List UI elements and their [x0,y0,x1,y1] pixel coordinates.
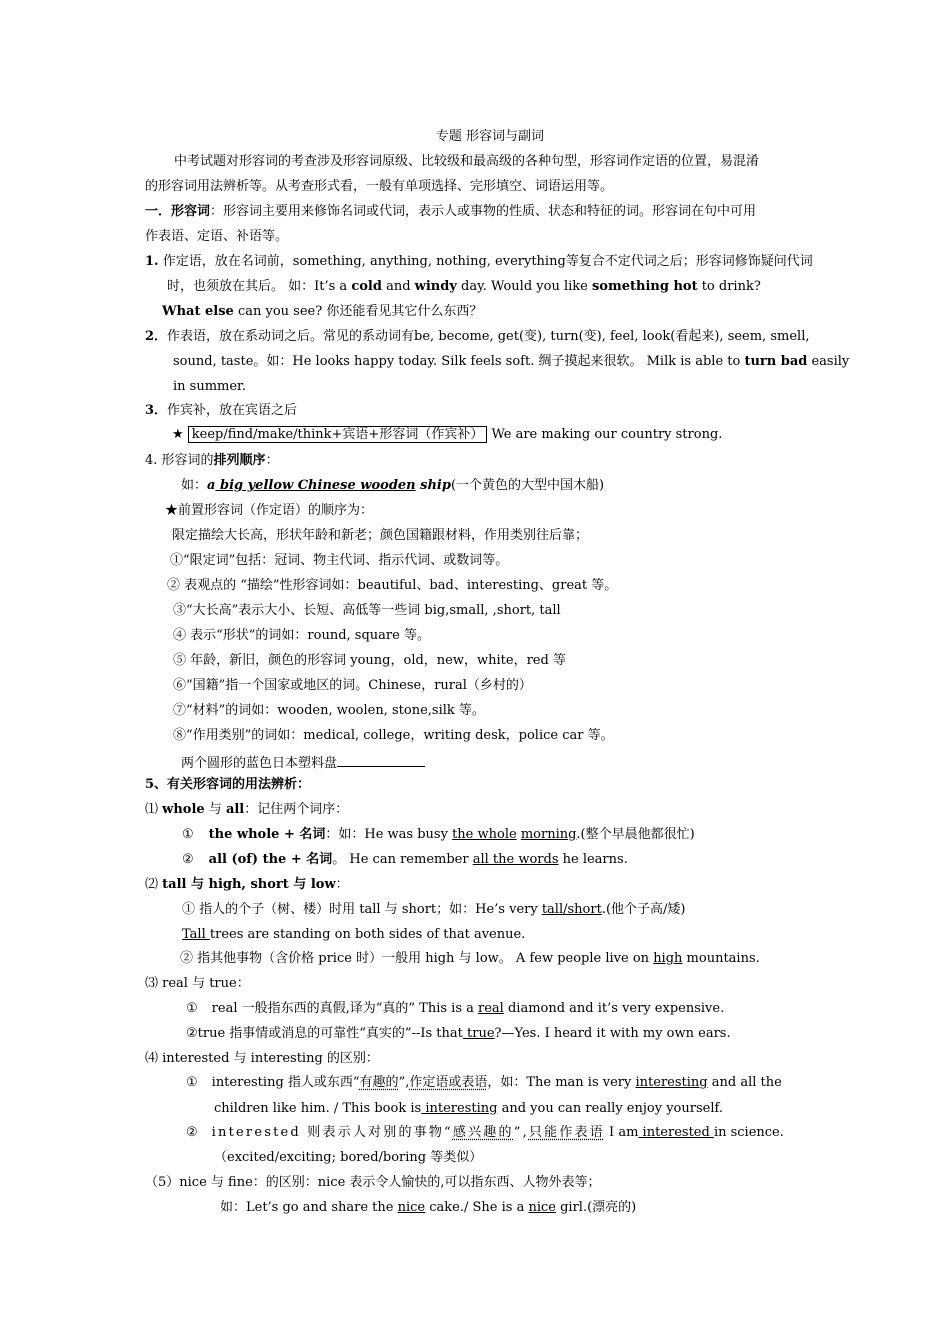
answer-blank[interactable] [337,754,425,767]
bold-word: all (of) the + 名词 [208,852,333,867]
underlined-word: interesting [421,1101,498,1116]
order-item: ② 表观点的 “描绘”性形容词如：beautiful、bad、interesting、great 等。 [167,578,618,593]
example-adjectives: big yellow Chinese wooden [215,478,416,493]
underlined-word: Tall [182,927,210,942]
underlined-word: interesting [635,1075,708,1090]
whole-item-1 [182,828,695,841]
text-run: ②true 指事情或消息的可靠性“真实的”--Is that [186,1026,463,1041]
bold-word: cold [351,279,382,294]
underlined-word: high [653,951,683,966]
section-text: ：形容词主要用来修饰名词或代词，表示人或事物的性质、状态和特征的词。形容词在句中可用 [210,204,757,219]
text-run: real 一般指东西的真假,译为“真的” This is a [211,1001,479,1016]
interesting-item-1-line-2 [214,1102,723,1115]
text-run: and all the [707,1075,782,1090]
real-item-1 [186,1002,724,1015]
text-run: ”, [398,1075,410,1090]
bold-word: What else [162,304,234,319]
item-number: ① [186,1075,198,1090]
text-run: 与 [204,802,226,817]
text-run: ，如：The man is very [487,1075,636,1090]
high-item-2 [180,952,760,965]
interest-heading: ⑷ interested 与 interesting 的区别： [145,1051,379,1066]
text-run: .(整个早晨他都很忙) [576,827,695,842]
text-run: girl.(漂亮的) [555,1200,637,1215]
bold-word: all [225,802,245,817]
point-text: 作表语，放在系动词之后。常见的系动词有be, become, get(变), turn(变), feel, look(看起来), seem, smell, [167,329,810,344]
bold-word: the whole + 名词 [208,827,326,842]
item-number: ① [186,1001,198,1016]
point-text: 作定语，放在名词前，something, anything, nothing, everything等复合不定代词之后；形容词修饰疑问代词 [158,254,813,269]
all-item-2 [182,853,628,866]
bold-word: something hot [591,279,698,294]
point-3-line-1 [145,404,297,417]
item-number: ① [182,827,194,842]
text-run: 4. 形容词的 [145,453,214,468]
text-run: in science. [713,1125,784,1140]
intro-line-2: 的形容词用法辨析等。从考查形式看，一般有单项选择、完形填空、词语运用等。 [145,179,614,194]
example-noun: ship [415,478,451,493]
order-item: ⑤ 年龄，新旧，颜色的形容词 young，old，new，white，red 等 [173,653,566,668]
text-run: ⑵ [145,877,163,892]
text-run: day. Would you like [456,279,592,294]
intro-line-1: 中考试题对形容词的考查涉及形容词原级、比较级和最高级的各种句型，形容词作定语的位置，易混淆 [174,154,760,169]
point-number: 1. [145,254,159,269]
text-run: mountains. [682,951,760,966]
interested-item-2-line-2: （excited/exciting; bored/boring 等类似） [214,1150,483,1165]
text-run: ：记住两个词序： [244,802,349,817]
order-item: ③“大长高”表示大小、长短、高低等一些词 big,small, ,short, tall [173,603,561,618]
underlined-word: the whole [452,827,517,842]
interested-item-2 [186,1126,784,1139]
order-heading: ★前置形容词（作定语）的顺序为： [165,503,374,518]
point-number: 2． [145,329,168,344]
point-1-line-2 [167,280,761,293]
tall-high-heading [145,878,349,891]
text-run: can you see? 你还能看见其它什么东西？ [233,304,483,319]
text-run: 如： [181,478,208,493]
text-run: .(他个子高/矮) [601,902,686,917]
text-run: ⑴ [145,802,163,817]
underlined-word: tall/short [541,902,602,917]
point-1-line-3 [162,305,482,318]
point-2-line-2 [173,355,849,368]
nice-example [220,1201,636,1214]
point-5-heading [145,778,310,791]
text-run: 如：Let’s go and share the [220,1200,398,1215]
point-1-line-1 [145,255,813,268]
section-number: 一． [145,204,172,219]
emphasis-text: 只能作表语 [528,1125,605,1140]
text-run: sound, taste。如：He looks happy today. Silk feels soft. 绸子摸起来很软。 Milk is able to [173,354,745,369]
text-run: ： [265,453,279,468]
order-item: ①“限定词”包括：冠词、物主代词、指示代词、或数词等。 [170,553,509,568]
text-run: (一个黄色的大型中国木船) [450,478,605,493]
nice-fine-heading: （5）nice 与 fine：的区别：nice 表示令人愉快的,可以指东西、人物外表等； [145,1175,601,1190]
tall-item-1 [182,903,685,916]
bold-word: turn bad [744,354,808,369]
point-text: 作宾补，放在宾语之后 [167,403,298,418]
text-run: I am [604,1125,639,1140]
text-run: to drink? [697,279,761,294]
text-run: ”, [513,1125,529,1140]
text-run: interested 则表示人对别的事物“ [211,1125,453,1140]
tall-item-1-example [182,928,525,941]
item-number: ② [182,852,194,867]
underlined-word: all the words [472,852,559,867]
point-4-example [181,479,604,492]
underlined-word: real [478,1001,504,1016]
text-run: ： [335,877,349,892]
page-title: 专题 形容词与副词 [435,129,545,144]
item-number: ② [186,1125,198,1140]
point-2-line-3: in summer. [173,379,246,394]
emphasis-text: 作定语或表语 [409,1075,488,1090]
text-run: he learns. [558,852,628,867]
real-true-heading: ⑶ real 与 true： [145,976,250,991]
point-2-line-1 [145,330,809,343]
text-run: interesting 指人或东西“ [211,1075,360,1090]
section-1-line-2: 作表语、定语、补语等。 [145,229,289,244]
point-number: 3． [145,403,168,418]
text-run: ② 指其他事物（含价格 price 时）一般用 high 与 low。 A few people live on [180,951,654,966]
order-item: ⑥“国籍”指一个国家或地区的词。Chinese，rural（乡村的） [173,678,532,693]
section-1-line-1 [145,205,756,218]
emphasis-text: 有趣的 [359,1075,399,1090]
whole-all-heading [145,803,348,816]
exercise-text: 两个圆形的蓝色日本塑料盘 [181,756,338,771]
point-3-line-2 [172,428,722,441]
bold-word: 排列顺序 [213,453,266,468]
text-run: and you can really enjoy yourself. [497,1101,723,1116]
text-run: trees are standing on both sides of that avenue. [209,927,526,942]
bold-word: tall 与 high, short 与 low [162,877,336,892]
underlined-word: interested [638,1125,714,1140]
text-run: ?—Yes. I heard it with my own ears. [494,1026,731,1041]
exercise-line [181,754,425,770]
emphasis-text: 感兴趣的 [452,1125,514,1140]
underlined-word: nice [397,1200,426,1215]
underlined-word: morning [520,827,577,842]
text-run: cake./ She is a [425,1200,529,1215]
interesting-item-1 [186,1076,782,1089]
point-4-line-1 [145,454,279,467]
bold-word: windy [414,279,457,294]
text-run: easily [807,354,850,369]
text-run: children like him. / This book is [214,1101,422,1116]
text-run: ① 指人的个子（树、楼）时用 tall 与 short；如：He’s very [182,902,542,917]
order-item: ⑦“材料”的词如：wooden, woolen, stone,silk 等。 [173,703,485,718]
order-item: ⑧“作用类别”的词如：medical, college，writing desk，police car 等。 [173,728,614,743]
example-article: a [207,478,216,493]
underlined-word: true [462,1026,495,1041]
star-icon: ★ [172,427,188,442]
boxed-rule: keep/find/make/think+宾语+形容词（作宾补） [188,426,488,443]
text-run: 。 He can remember [332,852,473,867]
text-run: and [381,279,415,294]
text-run: ：如：He was busy [325,827,453,842]
text-run: 时，也须放在其后。 如：It’s a [167,279,352,294]
underlined-word: nice [528,1200,556,1215]
bold-word: whole [162,802,205,817]
heading-text: 5、有关形容词的用法辨析： [145,777,311,792]
order-rule: 限定描绘大长高，形状年龄和新老；颜色国籍跟材料，作用类别往后靠； [172,528,589,543]
true-item-2 [186,1027,731,1040]
order-item: ④ 表示“形状”的词如：round, square 等。 [173,628,430,643]
example-text: We are making our country strong. [487,427,723,442]
section-heading: 形容词 [171,204,211,219]
text-run: diamond and it’s very expensive. [503,1001,725,1016]
